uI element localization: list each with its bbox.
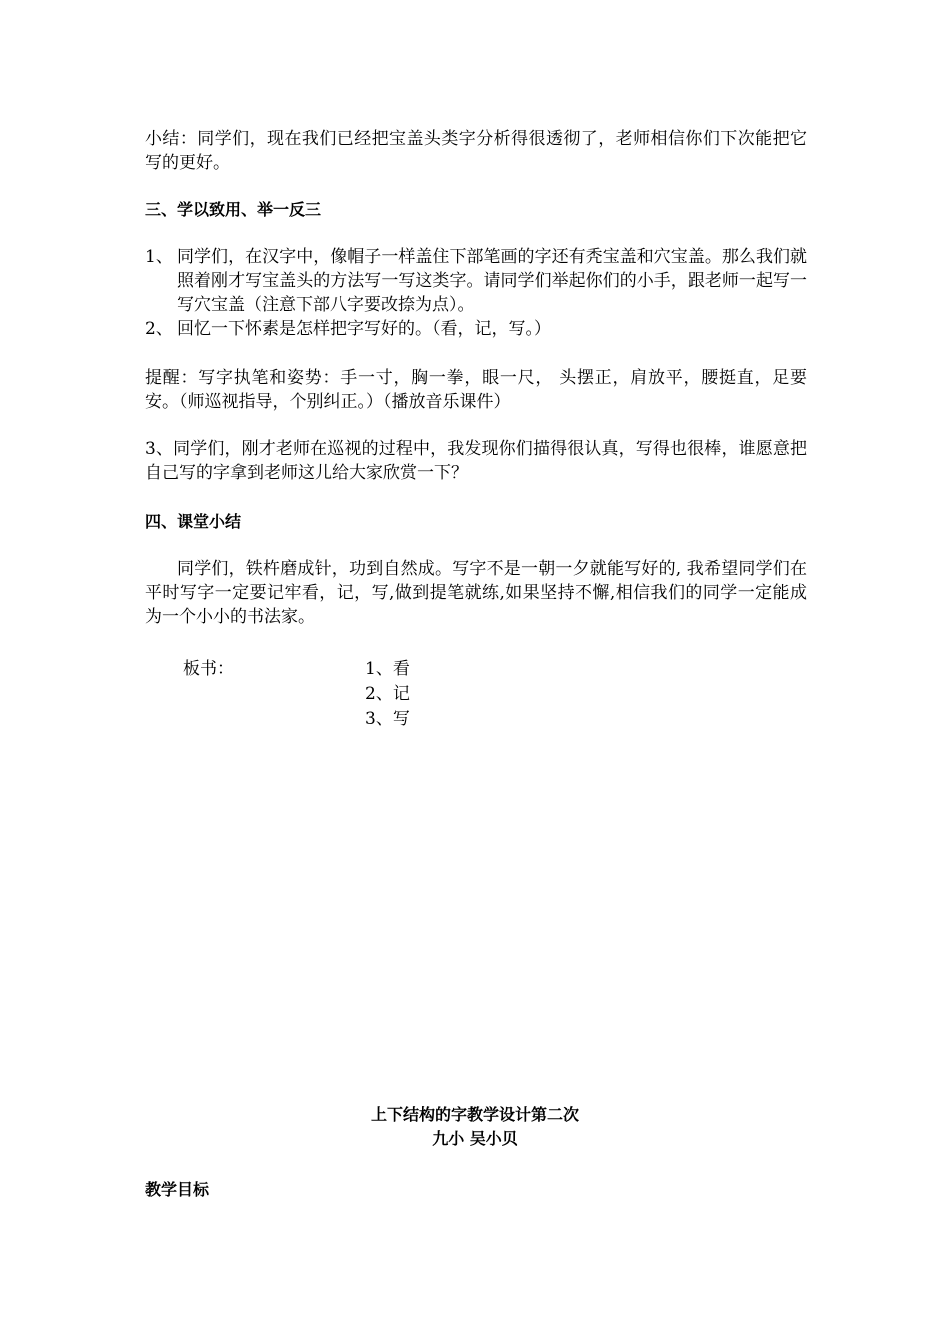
section4-heading: 四、课堂小结 xyxy=(145,512,242,531)
section4-paragraph: 同学们，铁杵磨成针，功到自然成。写字不是一朝一夕就能写好的, 我希望同学们在平时写字一定要记牢看，记，写,做到提笔就练,如果坚持不懈,相信我们的同学一定能成为一个小小的书法家。 xyxy=(145,559,807,627)
summary-paragraph: 小结：同学们，现在我们已经把宝盖头类字分析得很透彻了，老师相信你们下次能把它写的更好。 xyxy=(145,129,807,173)
section3-heading: 三、学以致用、举一反三 xyxy=(145,200,322,219)
list-item xyxy=(145,317,807,341)
list-number: 2、 xyxy=(145,319,173,339)
next-doc-section-heading: 教学目标 xyxy=(145,1180,210,1199)
item3-paragraph: 3、同学们，刚才老师在巡视的过程中，我发现你们描得很认真，写得也很棒，谁愿意把自己写的字拿到老师这儿给大家欣赏一下？ xyxy=(145,439,807,483)
list-text: 回忆一下怀素是怎样把字写好的。（看，记，写。） xyxy=(177,319,551,339)
list-text: 同学们，在汉字中，像帽子一样盖住下部笔画的字还有秃宝盖和穴宝盖。那么我们就照着刚才写宝盖头的方法写一写这类字。请同学们举起你们的小手，跟老师一起写一写穴宝盖（注意下部八字要改捺为点）。 xyxy=(177,247,807,315)
board-item: 3、写 xyxy=(365,709,410,729)
next-doc-author: 九小 吴小贝 xyxy=(432,1129,518,1148)
board-list xyxy=(365,657,410,732)
reminder-paragraph: 提醒：写字执笔和姿势：手一寸，胸一拳，眼一尺， 头摆正，肩放平，腰挺直，足要安。（师巡视指导，个别纠正。）（播放音乐课件） xyxy=(145,368,807,412)
board-label: 板书： xyxy=(183,659,234,679)
section3-list xyxy=(145,245,807,341)
next-doc-title: 上下结构的字教学设计第二次 xyxy=(370,1105,579,1124)
list-item xyxy=(145,245,807,317)
list-number: 1、 xyxy=(145,247,173,267)
board-item: 1、看 xyxy=(365,659,410,679)
board-item: 2、记 xyxy=(365,684,410,704)
